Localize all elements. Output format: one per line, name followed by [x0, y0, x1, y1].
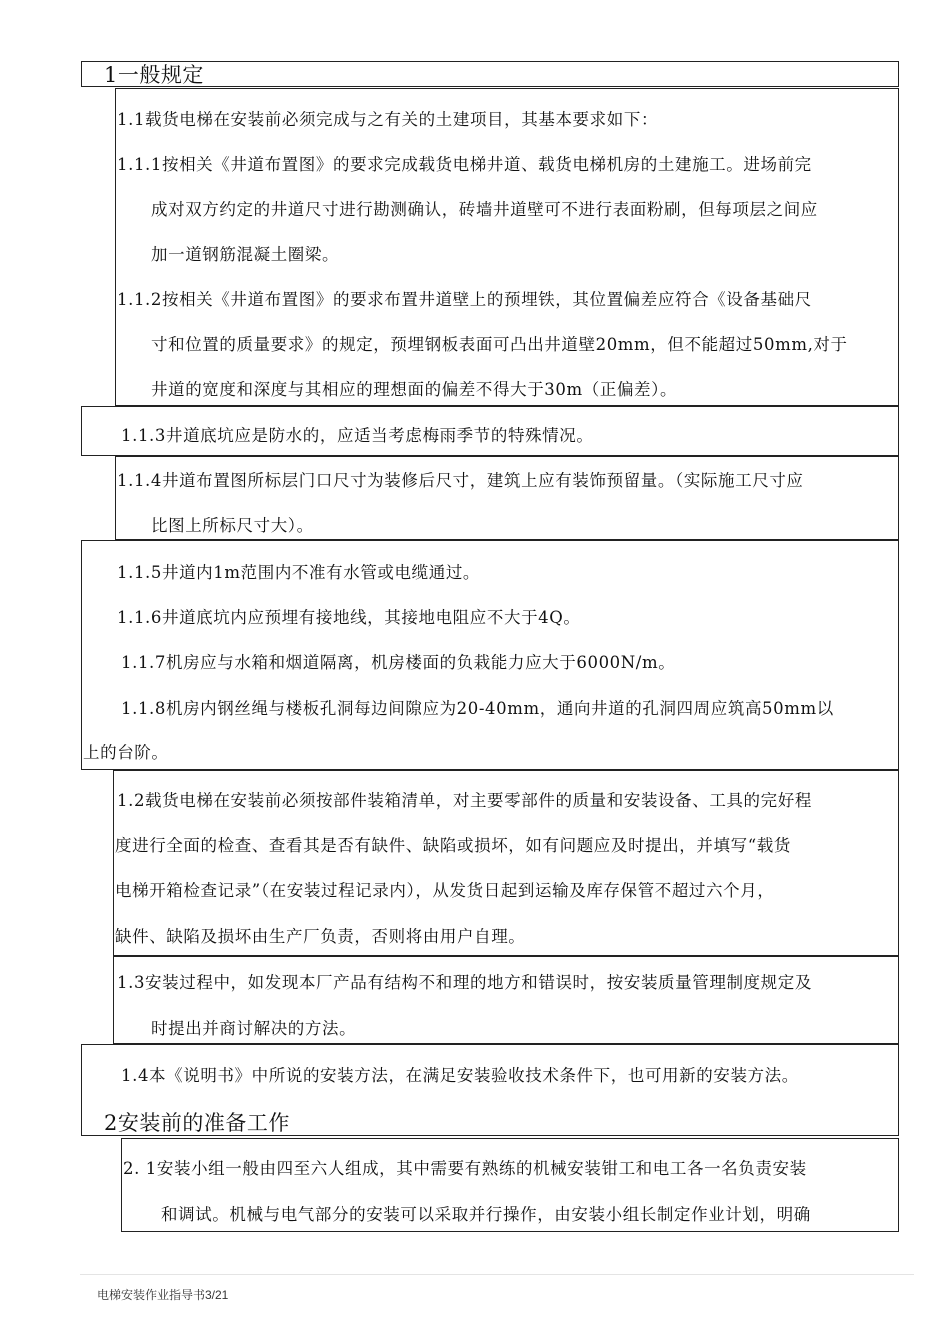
paragraph-1-2-line-3: 电梯开箱检查记录”（在安装过程记录内），从发货日起到运输及库存保管不超过六个月， [115, 881, 775, 900]
paragraph-1-1-1-line-1: 1.1.1按相关《井道布置图》的要求完成载货电梯井道、载货电梯机房的土建施工。进场前完 [117, 155, 812, 174]
paragraph-1-1-3: 1.1.3井道底坑应是防水的，应适当考虑梅雨季节的特殊情况。 [121, 426, 594, 445]
paragraph-2-1-line-2: 和调试。机械与电气部分的安装可以采取并行操作，由安装小组长制定作业计划，明确 [161, 1205, 811, 1224]
paragraph-1-1-4-line-1: 1.1.4井道布置图所标层门口尺寸为装修后尺寸，建筑上应有装饰预留量。（实际施工尺寸应 [117, 471, 804, 490]
paragraph-1-1-1-line-3: 加一道钢筋混凝土圈梁。 [151, 245, 340, 264]
paragraph-1-1-2-line-3: 井道的宽度和深度与其相应的理想面的偏差不得大于30m（正偏差）。 [151, 380, 678, 399]
section-1-heading: 1一般规定 [104, 63, 204, 87]
paragraph-1-1-1-line-2: 成对双方约定的井道尺寸进行勘测确认，砖墙井道壁可不进行表面粉刷，但每项层之间应 [151, 200, 818, 219]
page-footer: 电梯安装作业指导书3/21 [97, 1288, 229, 1302]
paragraph-1-1-7: 1.1.7机房应与水箱和烟道隔离，机房楼面的负栽能力应大于6000N/m。 [121, 653, 676, 672]
paragraph-1-1-8-line-2: 上的台阶。 [83, 743, 169, 762]
paragraph-1-4: 1.4本《说明书》中所说的安装方法，在满足安装验收技术条件下，也可用新的安装方法。 [121, 1066, 799, 1085]
paragraph-1-2-line-2: 度进行全面的检查、查看其是否有缺件、缺陷或损坏，如有问题应及时提出，并填写“载货 [115, 836, 791, 855]
paragraph-1-3-line-2: 时提出并商讨解决的方法。 [151, 1019, 357, 1038]
paragraph-1-1-2-line-1: 1.1.2按相关《井道布置图》的要求布置井道壁上的预埋铁，其位置偏差应符合《设备基础尺 [117, 290, 812, 309]
paragraph-1-3-line-1: 1.3安装过程中，如发现本厂产品有结构不和理的地方和错误时，按安装质量管理制度规定及 [117, 973, 812, 992]
paragraph-2-1-line-1: 2. 1安装小组一般由四至六人组成，其中需要有熟练的机械安装钳工和电工各一名负责安装 [123, 1159, 807, 1178]
paragraph-1-1-4-line-2: 比图上所标尺寸大）。 [151, 516, 314, 535]
paragraph-1-1-8-line-1: 1.1.8机房内钢丝绳与楼板孔洞每边间隙应为20-40mm，通向井道的孔洞四周应筑高50mm以 [121, 699, 834, 718]
section-2-heading: 2安装前的准备工作 [104, 1111, 290, 1135]
footer-rule [80, 1274, 914, 1275]
paragraph-1-1-6: 1.1.6井道底坑内应预埋有接地线，其接地电阻应不大于4Q。 [117, 608, 581, 627]
paragraph-1-1-2-line-2: 寸和位置的质量要求》的规定，预埋钢板表面可凸出井道壁20mm，但不能超过50mm,对于 [151, 335, 848, 354]
paragraph-1-2-line-1: 1.2载货电梯在安装前必须按部件装箱清单，对主要零部件的质量和安装设备、工具的完好程 [117, 791, 812, 810]
paragraph-1-1: 1.1载货电梯在安装前必须完成与之有关的土建项目，其基本要求如下： [117, 110, 659, 129]
paragraph-1-1-5: 1.1.5井道内1m范围内不准有水管或电缆通过。 [117, 563, 481, 582]
paragraph-1-2-line-4: 缺件、缺陷及损坏由生产厂负责，否则将由用户自理。 [115, 927, 526, 946]
